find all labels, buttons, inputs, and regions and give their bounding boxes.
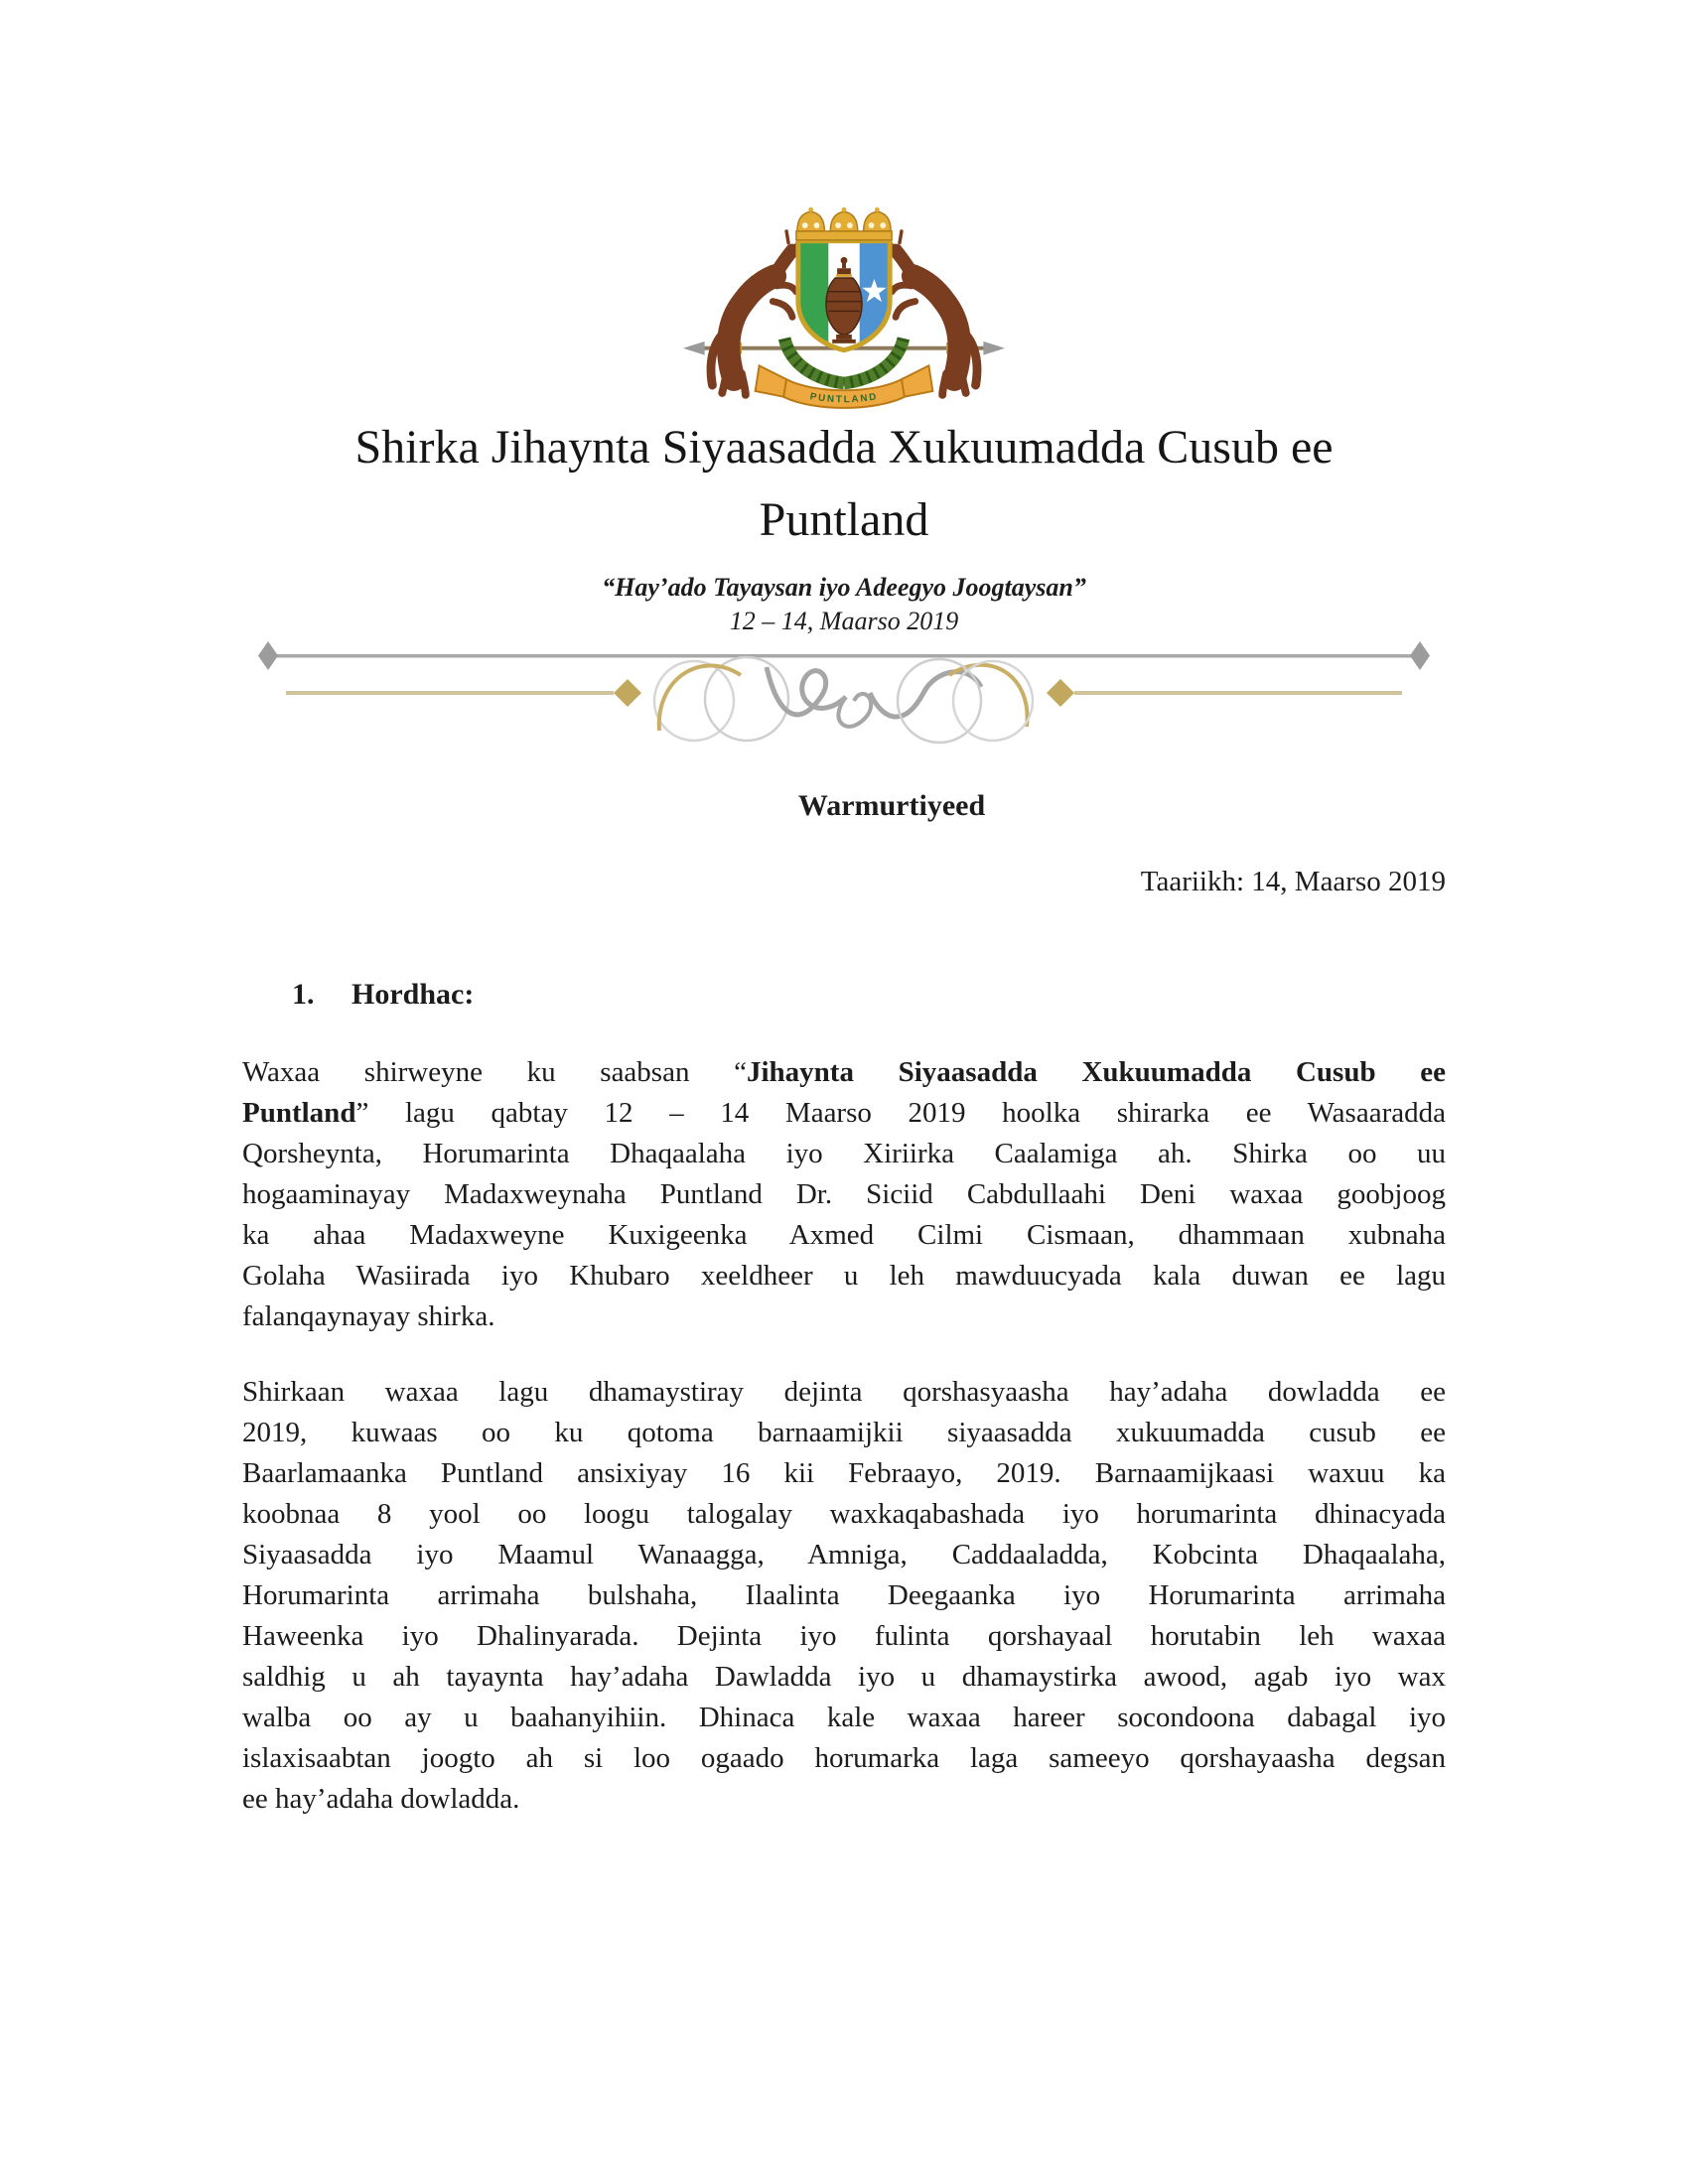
text-line: Golaha Wasiirada iyo Khubaro xeeldheer u leh mawduucyada kala duwan ee lagu: [242, 1260, 1446, 1292]
event-dates: 12 – 14, Maarso 2019: [729, 607, 959, 635]
crown-shape: [796, 207, 892, 240]
puntland-coat-of-arms-emblem: [683, 202, 1005, 412]
text-line: ee hay’adaha dowladda.: [242, 1783, 520, 1815]
text-line: saldhig u ah tayaynta hay’adaha Dawladda iyo u dhamaystirka awood, agab iyo wax: [242, 1661, 1446, 1693]
document-subtitle: “Hay’ado Tayaysan iyo Adeegyo Joogtaysan”: [602, 573, 1086, 602]
coat-of-arms-icon: [683, 202, 1005, 412]
section-label: Hordhac:: [352, 978, 475, 1011]
text-line: koobnaa 8 yool oo loogu talogalay waxkaqabashada iyo horumarinta dhinacyada: [242, 1498, 1446, 1530]
text-line: islaxisaabtan joogto ah si loo ogaado horumarka laga sameeyo qorshayaasha degsan: [242, 1742, 1446, 1774]
memo-heading: Warmurtiyeed: [797, 789, 986, 822]
shield-shape: [798, 241, 890, 350]
banner-ribbon-shape: [756, 365, 933, 407]
text-line: walba oo ay u baahanyihiin. Dhinaca kale waxaa hareer socondoona dabagal iyo: [242, 1702, 1446, 1733]
text-line: 2019, kuwaas oo ku qotoma barnaamijkii siyaasadda xukuumadda cusub ee: [242, 1417, 1446, 1448]
section-number: 1.: [292, 978, 315, 1011]
emblem-banner-text: PUNTLAND: [808, 391, 880, 406]
page-title-line1: Shirka Jihaynta Siyaasadda Xukuumadda Cusub ee: [354, 421, 1334, 474]
text-line: Puntland” lagu qabtay 12 – 14 Maarso 2019 hoolka shirarka ee Wasaaradda: [242, 1097, 1446, 1129]
paragraph-2: [242, 1372, 1446, 1820]
text-line: Haweenka iyo Dhalinyarada. Dejinta iyo fulinta qorshayaal horutabin leh waxaa: [242, 1620, 1446, 1652]
text-line: Baarlamaanka Puntland ansixiyay 16 kii Febraayo, 2019. Barnaamijkaasi waxuu ka: [242, 1457, 1446, 1489]
text-line: Shirkaan waxaa lagu dhamaystiray dejinta qorshasyaasha hay’adaha dowladda ee: [242, 1376, 1446, 1408]
text-line: Waxaa shirweyne ku saabsan “Jihaynta Siyaasadda Xukuumadda Cusub ee: [242, 1056, 1446, 1088]
text-line: hogaaminayay Madaxweynaha Puntland Dr. Siciid Cabdullaahi Deni waxaa goobjoog: [242, 1178, 1446, 1210]
decorative-divider: [242, 635, 1446, 754]
paragraph-1: [242, 1052, 1446, 1337]
date-line: Taariikh: 14, Maarso 2019: [1140, 866, 1446, 897]
text-line: ka ahaa Madaxweyne Kuxigeenka Axmed Cilmi Cismaan, dhammaan xubnaha: [242, 1219, 1446, 1251]
section-heading-hordhac: [242, 978, 1446, 1012]
page-title: [242, 411, 1446, 556]
page-title-line2: Puntland: [759, 493, 929, 546]
text-line: Siyaasadda iyo Maamul Wanaagga, Amniga, Caddaaladda, Kobcinta Dhaqaalaha,: [242, 1539, 1446, 1570]
text-line: Qorsheynta, Horumarinta Dhaqaalaha iyo Xiriirka Caalamiga ah. Shirka oo uu: [242, 1138, 1446, 1169]
divider-ornament-icon: [242, 635, 1446, 754]
text-line: Horumarinta arrimaha bulshaha, Ilaalinta Deegaanka iyo Horumarinta arrimaha: [242, 1579, 1446, 1611]
text-line: falanqaynayay shirka.: [242, 1300, 495, 1332]
